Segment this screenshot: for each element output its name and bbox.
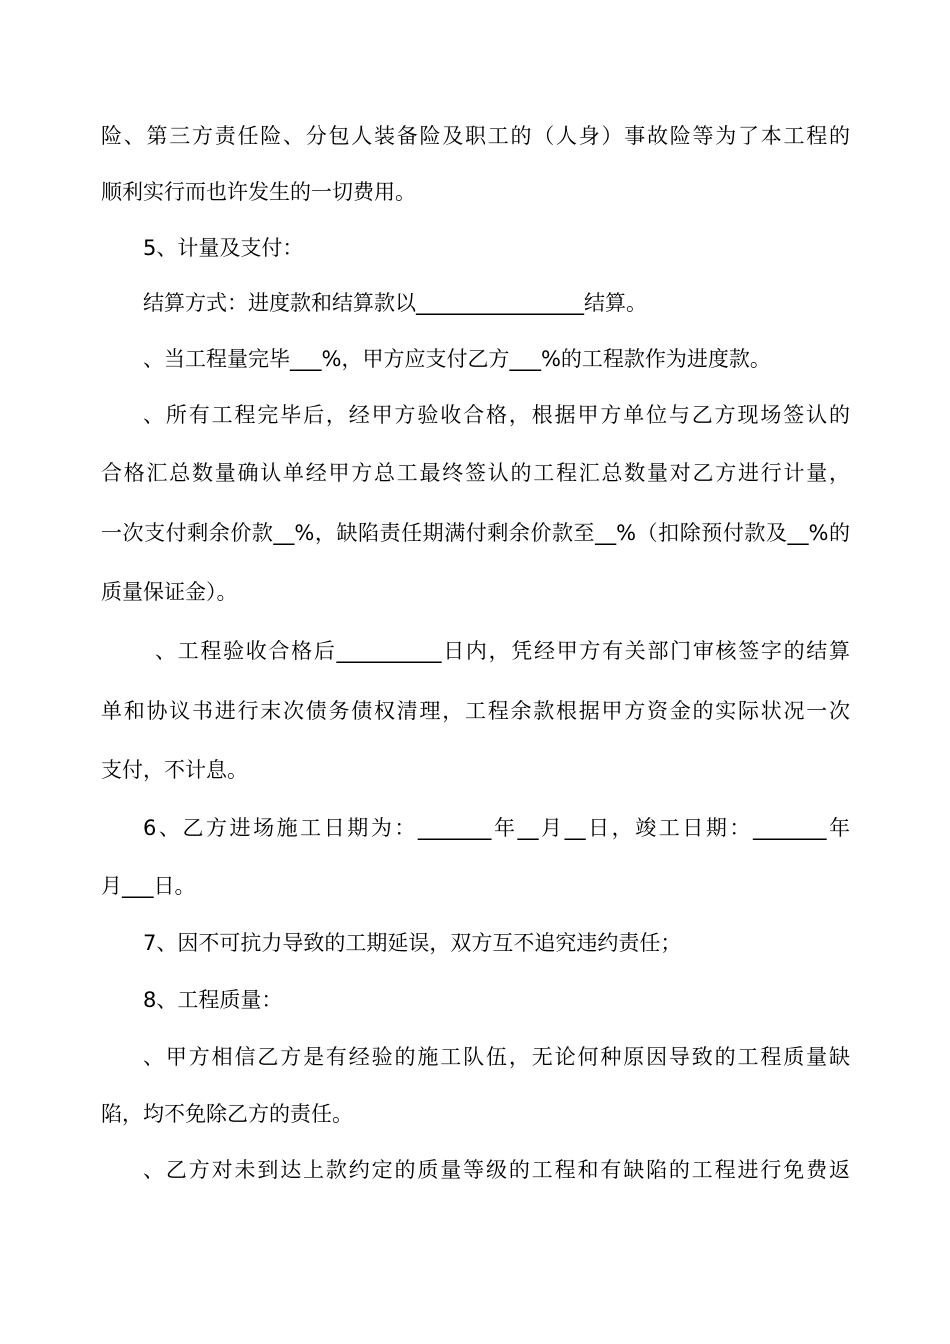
text-line: 险、第三方责任险、分包人装备险及职工的（人身）事故险等为了本工程的 xyxy=(101,124,850,148)
section-heading: 5、计量及支付： xyxy=(143,236,304,260)
text-line: 一次支付剩余价款__%，缺陷责任期满付剩余价款至__%（扣除预付款及__%的 xyxy=(101,521,850,545)
section-heading: 7、因不可抗力导致的工期延误，双方互不追究违约责任； xyxy=(143,931,682,955)
text-line: 顺利实行而也许发生的一切费用。 xyxy=(101,180,416,204)
text-line: 、所有工程完毕后，经甲方验收合格，根据甲方单位与乙方现场签认的 xyxy=(143,403,850,427)
text-line: 质量保证金）。 xyxy=(101,580,238,604)
text-line: 、工程验收合格后__________日内，凭经甲方有关部门审核签字的结算 xyxy=(155,639,850,663)
text-line: 6、乙方进场施工日期为：_______年__月__日，竣工日期：_______年 xyxy=(143,816,850,840)
text-line: 合格汇总数量确认单经甲方总工最终签认的工程汇总数量对乙方进行计量， xyxy=(101,461,850,485)
text-line: 陷，均不免除乙方的责任。 xyxy=(101,1102,353,1126)
text-line: 结算方式：进度款和结算款以________________结算。 xyxy=(143,291,647,315)
text-line: 支付，不计息。 xyxy=(101,758,248,782)
text-line: 单和协议书进行末次债务债权清理，工程余款根据甲方资金的实际状况一次 xyxy=(101,699,850,723)
text-line: 、当工程量完毕___%，甲方应支付乙方___%的工程款作为进度款。 xyxy=(143,347,771,371)
section-heading: 8、工程质量： xyxy=(143,988,283,1012)
text-line: 、甲方相信乙方是有经验的施工队伍，无论何种原因导致的工程质量缺 xyxy=(143,1045,850,1069)
text-line: 、乙方对未到达上款约定的质量等级的工程和有缺陷的工程进行免费返 xyxy=(143,1158,850,1182)
text-line: 月___日。 xyxy=(101,874,196,898)
